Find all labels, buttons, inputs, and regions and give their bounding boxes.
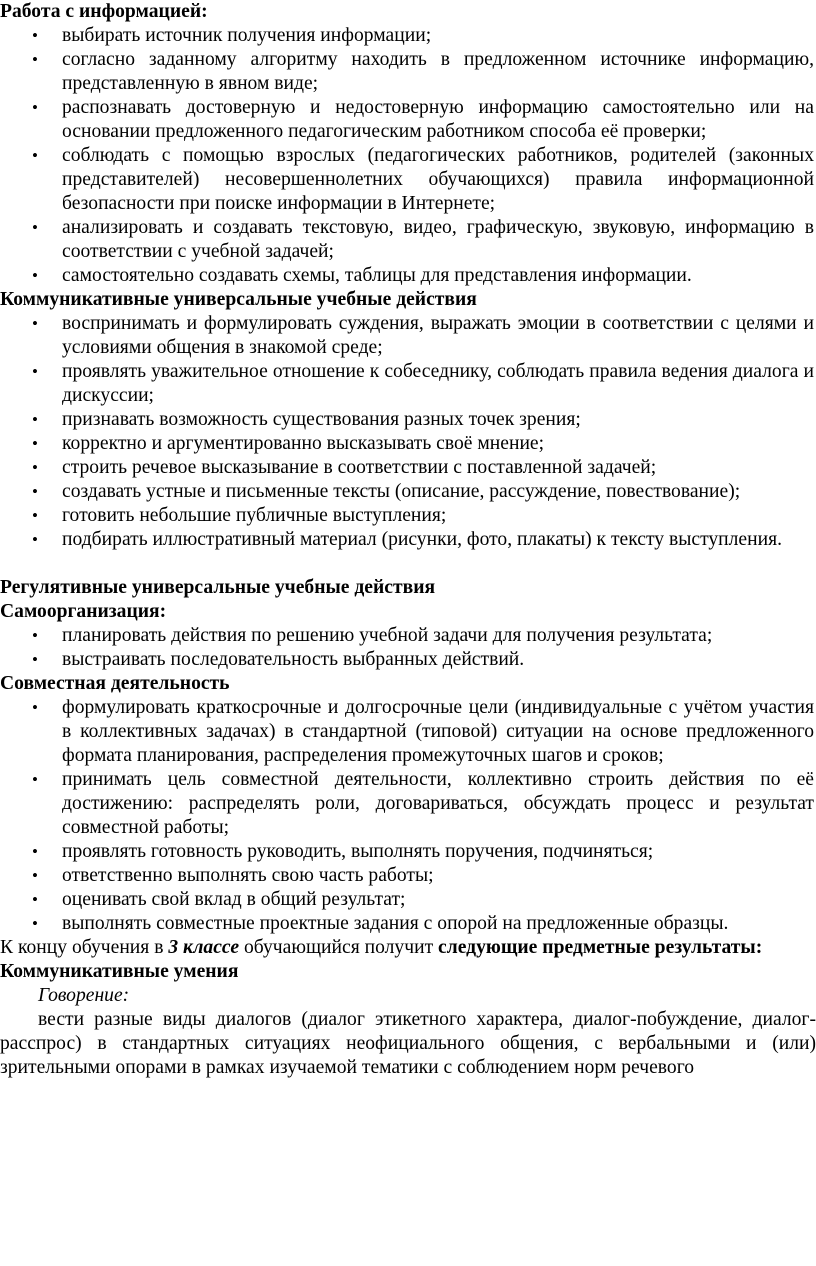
list-item: • ответственно выполнять свою часть работы;: [0, 864, 816, 888]
results-intro-mid: обучающийся получит: [239, 937, 439, 958]
bullet-list-information: [0, 24, 816, 288]
list-item: • создавать устные и письменные тексты (описание, рассуждение, повествование);: [0, 480, 816, 504]
list-item: • выбирать источник получения информации;: [0, 24, 816, 48]
results-intro-class: 3 классе: [168, 937, 240, 958]
list-item: • признавать возможность существования разных точек зрения;: [0, 408, 816, 432]
subheading-speaking: Говорение:: [38, 985, 130, 1006]
list-item: • выстраивать последовательность выбранных действий.: [0, 648, 816, 672]
list-item: • подбирать иллюстративный материал (рисунки, фото, плакаты) к тексту выступления.: [0, 528, 816, 552]
list-item: • согласно заданному алгоритму находить в предложенном источнике информацию, представленную в явном виде;: [0, 48, 816, 96]
list-item: • строить речевое высказывание в соответствии с поставленной задачей;: [0, 456, 816, 480]
list-item: • готовить небольшие публичные выступления;: [0, 504, 816, 528]
list-item: • оценивать свой вклад в общий результат;: [0, 888, 816, 912]
list-item: • проявлять готовность руководить, выполнять поручения, подчиняться;: [0, 840, 816, 864]
bullet-list-joint-activity: [0, 696, 816, 936]
list-item: • проявлять уважительное отношение к собеседнику, соблюдать правила ведения диалога и дискуссии;: [0, 360, 816, 408]
section-heading-communicative-skills: Коммуникативные умения: [0, 961, 239, 982]
list-item: • соблюдать с помощью взрослых (педагогических работников, родителей (законных представителей) несовершеннолетних обучающихся) правила информационной безопасности при поиске информации в Интернете;: [0, 144, 816, 216]
results-intro-start: К концу обучения в: [0, 937, 169, 958]
bullet-list-communicative: [0, 312, 816, 552]
list-item: • самостоятельно создавать схемы, таблицы для представления информации.: [0, 264, 816, 288]
list-item: • формулировать краткосрочные и долгосрочные цели (индивидуальные с учётом участия в коллективных задачах) в стандартной (типовой) ситуации на основе предложенного формата планирования, распределения промежуточных шагов и сроков;: [0, 696, 816, 768]
list-item: • анализировать и создавать текстовую, видео, графическую, звуковую, информацию в соответствии с учебной задачей;: [0, 216, 816, 264]
results-intro: [0, 936, 816, 960]
section-heading-regulatory: Регулятивные универсальные учебные действия: [0, 577, 436, 598]
bullet-list-self-organization: [0, 624, 816, 672]
speaking-paragraph: вести разные виды диалогов (диалог этикетного характера, диалог-побуждение, диалог-расспрос) в стандартных ситуациях неофициального общения, с вербальными и (или) зрительными опорами в рамках изучаемой тематики с соблюдением норм речевого: [0, 1009, 816, 1078]
list-item: • распознавать достоверную и недостоверную информацию самостоятельно или на основании предложенного педагогическим работником способа её проверки;: [0, 96, 816, 144]
list-item: • воспринимать и формулировать суждения, выражать эмоции в соответствии с целями и условиями общения в знакомой среде;: [0, 312, 816, 360]
subheading-self-organization: Самоорганизация:: [0, 601, 167, 622]
list-item: • принимать цель совместной деятельности, коллективно строить действия по её достижению: распределять роли, договариваться, обсуждать процесс и результат совместной работы;: [0, 768, 816, 840]
results-intro-bold: следующие предметные результаты:: [438, 937, 763, 958]
list-item: • планировать действия по решению учебной задачи для получения результата;: [0, 624, 816, 648]
section-heading-information: Работа с информацией:: [0, 1, 208, 22]
section-heading-communicative: Коммуникативные универсальные учебные действия: [0, 289, 477, 310]
list-item: • корректно и аргументированно высказывать своё мнение;: [0, 432, 816, 456]
section-heading-joint-activity: Совместная деятельность: [0, 673, 230, 694]
list-item: • выполнять совместные проектные задания с опорой на предложенные образцы.: [0, 912, 816, 936]
